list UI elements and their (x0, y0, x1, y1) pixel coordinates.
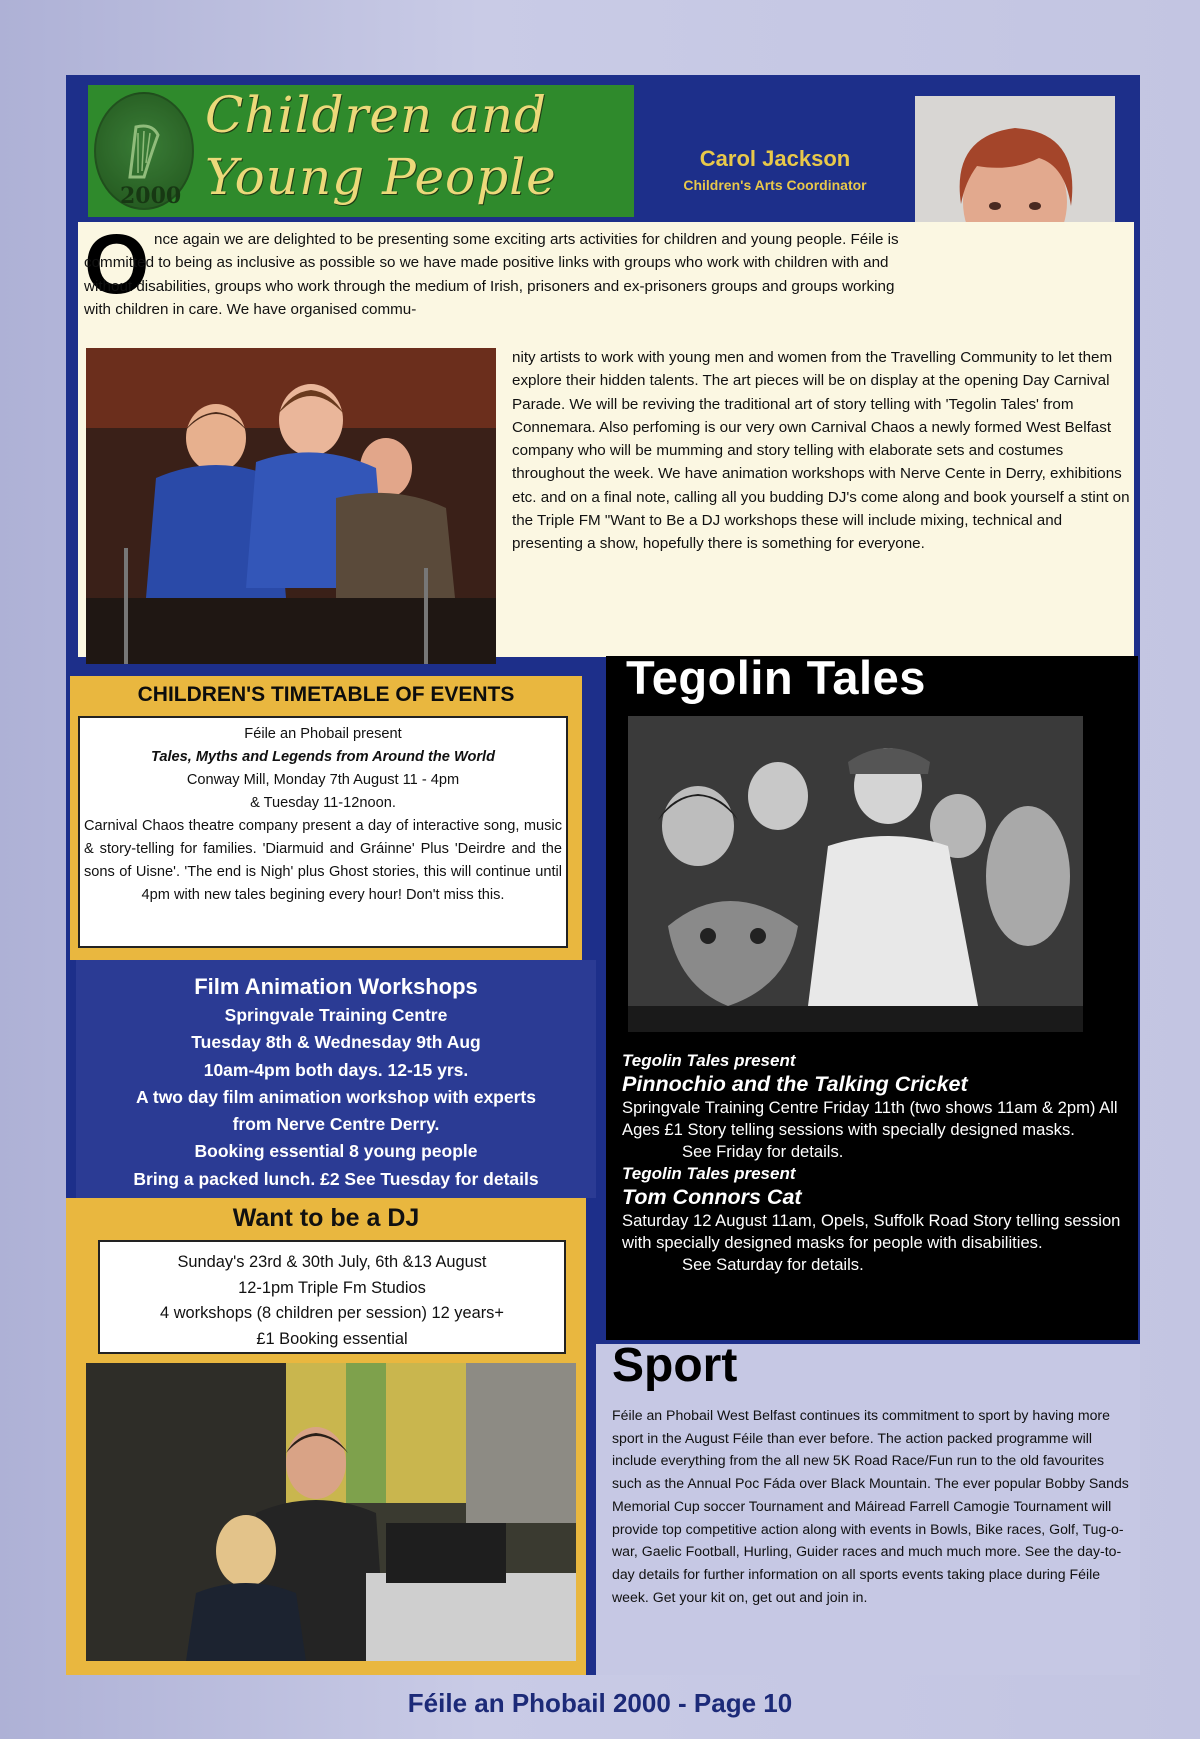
show1-see-details: See Friday for details. (682, 1142, 844, 1161)
tegolin-title: Tegolin Tales (626, 651, 926, 704)
coordinator-role: Children's Arts Coordinator (683, 177, 867, 193)
drop-cap: O (84, 217, 150, 311)
film-line: Springvale Training Centre (224, 1005, 448, 1025)
tegolin-photo (628, 716, 1083, 1032)
dj-photo (86, 1363, 576, 1661)
film-line: Tuesday 8th & Wednesday 9th Aug (191, 1032, 481, 1053)
sport-title: Sport (612, 1339, 738, 1392)
coordinator-name: Carol Jackson (699, 146, 851, 171)
tegolin-photo-image (628, 716, 1083, 1032)
show2-see-details: See Saturday for details. (682, 1255, 864, 1274)
film-heading: Film Animation Workshops (194, 974, 478, 999)
film-line: Bring a packed lunch. £2 See Tuesday for details (133, 1168, 539, 1189)
dj-line: Sunday's 23rd & 30th July, 6th &13 August (177, 1253, 487, 1271)
show2-details: Saturday 12 August 11am, Opels, Suffolk Road Story telling session with specially designed masks for people with disabilities. (622, 1211, 1121, 1252)
children-photo (86, 348, 496, 664)
title-line-2: Young People (205, 148, 557, 206)
timetable-body: Carnival Chaos theatre company present a day of interactive song, music & story-telling for families. 'Diarmuid and Gráinne' Plus 'Deirdre and the sons of Uisne'. 'The end is Nigh' plus Ghost stories, this will continue until 4pm with new tales begining every hour! Don't miss this. (84, 818, 562, 903)
dj-line: 12-1pm Triple Fm Studios (238, 1278, 426, 1297)
tegolin-details (622, 1050, 1132, 1276)
children-photo-image (86, 348, 496, 664)
dj-line: 4 workshops (8 children per session) 12 years+ (160, 1304, 504, 1322)
film-animation-panel (76, 960, 596, 1198)
timetable-line: & Tuesday 11-12noon. (250, 795, 396, 811)
timetable-line: Conway Mill, Monday 7th August 11 - 4pm (186, 772, 460, 788)
timetable-event-title: Tales, Myths and Legends from Around the World (150, 749, 496, 765)
page-footer: Féile an Phobail 2000 - Page 10 (407, 1688, 793, 1718)
show2-presenter: Tegolin Tales present (622, 1164, 796, 1183)
show2-title: Tom Connors Cat (622, 1185, 802, 1209)
timetable-line: Féile an Phobail present (244, 726, 402, 742)
dj-heading: Want to be a DJ (232, 1204, 420, 1232)
logo-year: 2000 (120, 183, 182, 209)
film-line: A two day film animation workshop with experts (136, 1086, 536, 1107)
title-line-1: Children and (205, 86, 548, 144)
dj-details (98, 1240, 566, 1354)
dj-photo-image (86, 1363, 576, 1661)
sport-paragraph: Féile an Phobail West Belfast continues its commitment to sport by having more sport in the August Féile than ever before. The action packed programme will include everything from the all new 5K Road Race/Fun run to the old favourites such as the Annual Poc Fáda over Black Mountain. The ever popular Bobby Sands Memorial Cup soccer Tournament and Máiread Farrell Camogie Tournament will provide top competitive action along with events in Bowls, Bike races, Golf, Tug-o-war, Gaelic Football, Hurling, Guider races and much much more. See the day-to-day details for further information on all sports events taking place during Féile week. Get your kit on, get out and join in. (612, 1407, 1129, 1605)
film-line: from Nerve Centre Derry. (232, 1114, 440, 1135)
timetable-content (78, 716, 568, 948)
intro-paragraph-side: nity artists to work with young men and women from the Travelling Community to let them explore their hidden talents. The art pieces will be on display at the opening Day Carnival Parade. We will be reviving the traditional art of story telling with 'Tegolin Tales' from Connemara. Also perfoming is our very own Carnival Chaos a newly formed West Belfast company who will be mumming and story telling with elaborate sets and costumes throughout the week. We have animation workshops with Nerve Cente in Derry, exhibitions etc. and on a final note, calling all you budding DJ's come along and book yourself a stint on the Triple FM "Want to Be a DJ workshops these will include mixing, technical and presenting a show, hopefully there is something for everyone. (512, 349, 1130, 553)
intro-paragraph-top: nce again we are delighted to be presenting some exciting arts activities for children and young people. Féile is committed to being as inclusive as possible so we have made positive links with groups who work with children with and without disabilities, groups who work through the medium of Irish, prisoners and ex-prisoners groups and groups working with children in care. We have organised commu- (84, 231, 899, 318)
dj-line: £1 Booking essential (256, 1329, 408, 1348)
show1-presenter: Tegolin Tales present (622, 1051, 796, 1070)
timetable-heading: CHILDREN'S TIMETABLE OF EVENTS (137, 683, 515, 706)
show1-title: Pinnochio and the Talking Cricket (622, 1072, 968, 1096)
show1-details: Springvale Training Centre Friday 11th (two shows 11am & 2pm) All Ages £1 Story telling sessions with specially designed masks. (622, 1098, 1118, 1139)
page-title (205, 84, 635, 208)
harp-icon (122, 121, 166, 181)
film-line: 10am-4pm both days. 12-15 yrs. (203, 1059, 469, 1080)
film-line: Booking essential 8 young people (194, 1141, 478, 1162)
